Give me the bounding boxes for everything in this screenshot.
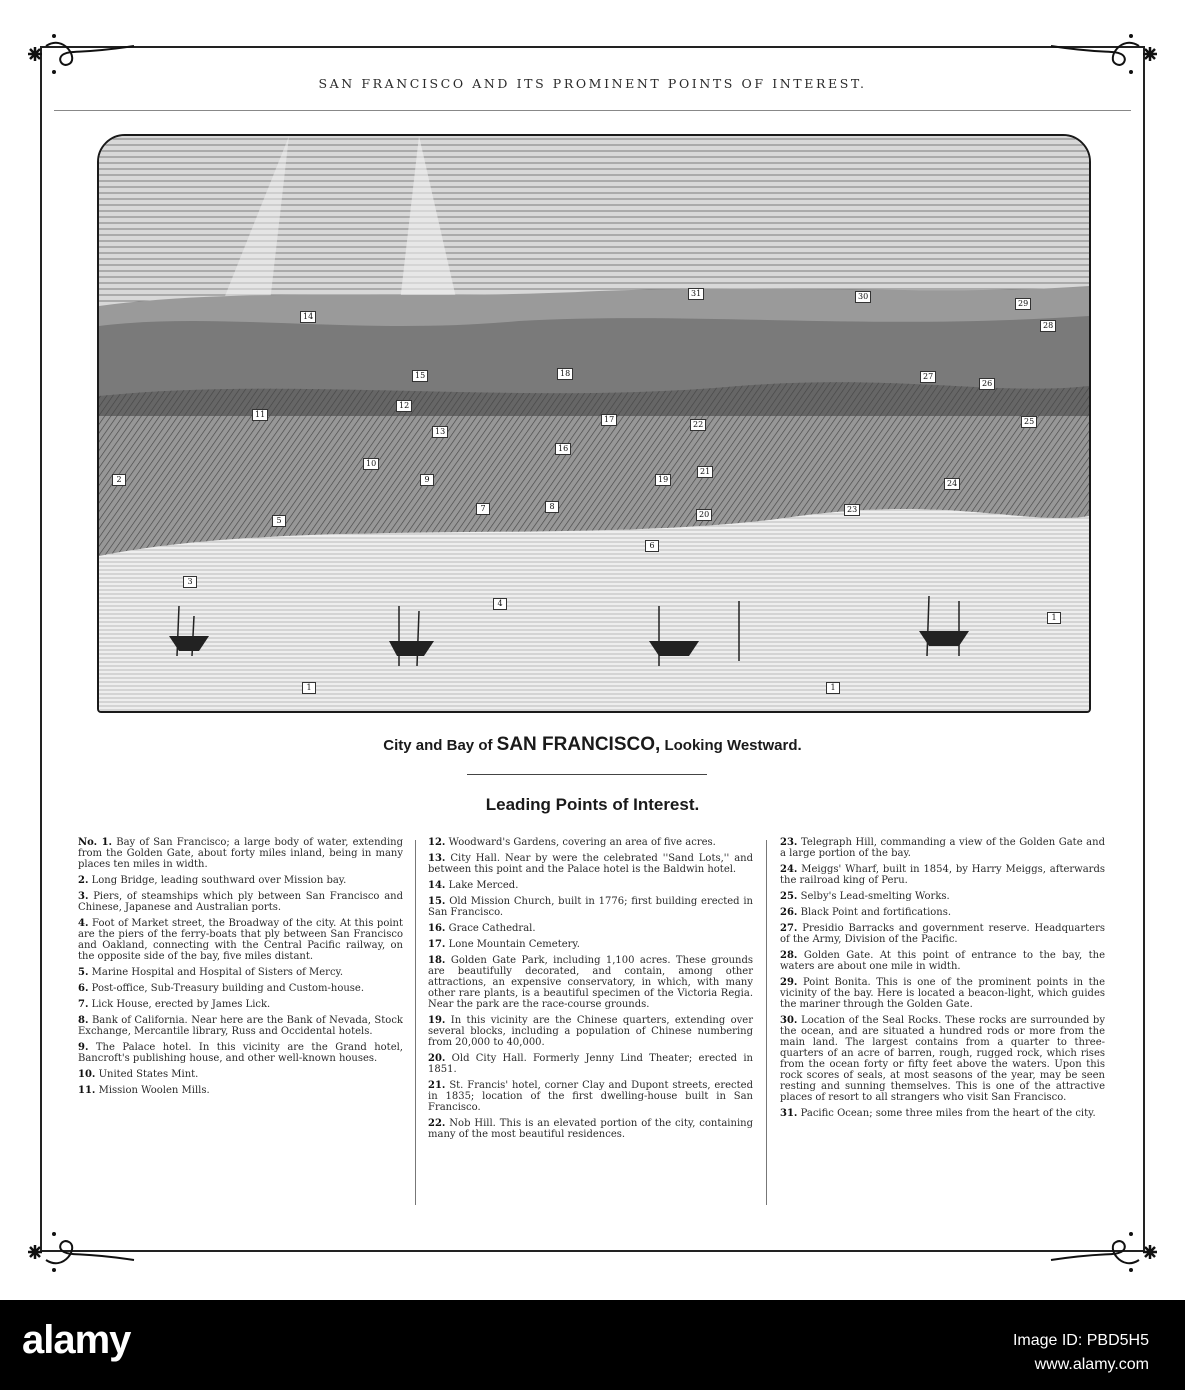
bird-eye-engraving [97,134,1091,713]
stock-url: www.alamy.com [1034,1356,1149,1373]
legend-entry-number: 9. [78,1042,89,1053]
marker-16: 16 [555,443,571,455]
marker-20: 20 [696,509,712,521]
page-header-title: SAN FRANCISCO AND ITS PROMINENT POINTS OF INTEREST. [318,76,867,91]
legend-entry-number: 21. [428,1080,446,1091]
marker-6: 6 [645,540,659,552]
legend-entry-text: Nob Hill. This is an elevated portion of the city, containing many of the most beautiful residences. [428,1118,753,1140]
legend-entry [78,999,403,1010]
marker-27: 27 [920,371,936,383]
legend-entry [78,875,403,886]
legend-entry [428,1080,753,1113]
legend-entry-text: St. Francis' hotel, corner Clay and Dupont streets, erected in 1835; location of the first dwelling-house built in San Francisco. [428,1080,753,1113]
corner-ornament-bottom-right [1041,1222,1161,1282]
legend-entry-number: 22. [428,1118,446,1129]
marker-1a: 1 [1047,612,1061,624]
legend-entry-number: 31. [780,1108,798,1119]
legend-entry [428,923,753,934]
legend-entry [78,1042,403,1064]
marker-25: 25 [1021,416,1037,428]
legend-entry [78,1085,403,1096]
legend-entry [780,864,1105,886]
legend-entry-text: United States Mint. [98,1069,199,1080]
legend-entry-text: The Palace hotel. In this vicinity are the Grand hotel, Bancroft's publishing house, and other well-known houses. [78,1042,403,1064]
legend-entry-number: 8. [78,1015,89,1026]
corner-ornament-bottom-left [24,1222,144,1282]
legend-entry [428,1118,753,1140]
legend-entry-text: Golden Gate Park, including 1,100 acres. These grounds are beautifully decorated, and contain, among other attractions, an expensive conservatory, in which, with many other rare plants, is a beautiful specimen of the Victoria Regia. Near the park are the race-course grounds. [428,955,754,1010]
legend-entry [428,1015,753,1048]
marker-8: 8 [545,501,559,513]
legend-entry-number: 10. [78,1069,96,1080]
section-heading: Leading Points of Interest. [485,795,700,814]
legend-entry-text: Selby's Lead-smelting Works. [800,891,950,902]
marker-18: 18 [557,368,573,380]
column-divider-1 [415,840,416,1205]
marker-19: 19 [655,474,671,486]
legend-entry-text: Black Point and fortifications. [800,907,952,918]
legend-entry [780,977,1105,1010]
corner-ornament-top-right [1041,24,1161,84]
watermark-bar [0,1300,1185,1390]
legend-column-3 [780,837,1105,1124]
illustration-caption [0,734,1185,756]
legend-entry [780,1108,1105,1119]
marker-24: 24 [944,478,960,490]
legend-entry-number: 3. [78,891,89,902]
marker-30: 30 [855,291,871,303]
legend-entry-number: 26. [780,907,798,918]
legend-entry-number: 25. [780,891,798,902]
legend-entry-text: Lick House, erected by James Lick. [91,999,271,1010]
legend-entry [780,837,1105,859]
legend-entry [428,896,753,918]
legend-entry-number: 2. [78,875,89,886]
legend-entry-number: 16. [428,923,446,934]
legend-entry-text: Golden Gate. At this point of entrance to the bay, the waters are about one mile in width. [780,950,1105,972]
marker-5: 5 [272,515,286,527]
marker-21: 21 [697,466,713,478]
legend-entry-text: Lone Mountain Cemetery. [448,939,580,950]
caption-suffix: Looking Westward. [664,737,802,754]
legend-entry-number: 11. [78,1085,96,1096]
legend-entry-text: Piers, of steamships which ply between San Francisco and Chinese, Japanese and Australian ports. [78,891,403,913]
legend-entry [780,907,1105,918]
legend-entry [780,1015,1105,1103]
legend-entry-number: 29. [780,977,798,988]
legend-entry [78,918,403,962]
marker-29: 29 [1015,298,1031,310]
caption-divider [467,774,707,775]
legend-entry-number: 19. [428,1015,446,1026]
engraving-artwork [99,136,1089,711]
marker-7: 7 [476,503,490,515]
caption-city: SAN FRANCISCO, [496,734,661,755]
marker-14: 14 [300,311,316,323]
marker-10: 10 [363,458,379,470]
legend-entry-number: 30. [780,1015,798,1026]
legend-entry [78,1069,403,1080]
legend-entry-text: City Hall. Near by were the celebrated ''Sand Lots,'' and between this point and the Palace hotel is the Baldwin hotel. [428,853,753,875]
legend-entry-number: No. 1. [78,837,113,848]
legend-entry-text: Grace Cathedral. [448,923,536,934]
frame-left-line [40,46,42,1252]
legend-entry [78,967,403,978]
legend-entry-number: 17. [428,939,446,950]
legend-entry-number: 13. [428,853,446,864]
legend-entry-number: 18. [428,955,446,966]
marker-15: 15 [412,370,428,382]
marker-1b: 1 [302,682,316,694]
legend-entry-text: Marine Hospital and Hospital of Sisters of Mercy. [91,967,344,978]
legend-entry-text: Pacific Ocean; some three miles from the heart of the city. [800,1108,1096,1119]
legend-entry-number: 28. [780,950,798,961]
legend-entry [428,853,753,875]
column-divider-2 [766,840,767,1205]
marker-22: 22 [690,419,706,431]
caption-prefix: City and Bay of [383,737,493,754]
legend-entry-number: 23. [780,837,798,848]
legend-entry-number: 27. [780,923,798,934]
marker-9: 9 [420,474,434,486]
legend-entry-text: Bank of California. Near here are the Bank of Nevada, Stock Exchange, Mercantile library, Russ and Occidental hotels. [78,1015,403,1037]
legend-entry [428,955,753,1010]
frame-top-line [40,46,1145,48]
legend-entry [428,837,753,848]
legend-entry [428,939,753,950]
legend-entry-text: Location of the Seal Rocks. These rocks are surrounded by the ocean, and are situated a hundred rods or more from the main land. The largest contains from a quarter to three-quarters of an acre of barren, rough, rugged rock, which rises from the ocean forty or fifty feet above the waters. Upon this rock scores of seals, at most seasons of the year, may be seen resting and sunning themselves. This is one of the attractive places of resort to all strangers who visit San Francisco. [780,1015,1105,1103]
frame-right-line [1143,46,1145,1252]
marker-26: 26 [979,378,995,390]
corner-ornament-top-left [24,24,144,84]
legend-entry-text: Lake Merced. [448,880,519,891]
legend-entry-number: 15. [428,896,446,907]
marker-12: 12 [396,400,412,412]
frame-bottom-line [40,1250,1145,1252]
legend-entry-text: Woodward's Gardens, covering an area of five acres. [448,837,716,848]
legend-entry [428,880,753,891]
marker-2: 2 [112,474,126,486]
legend-entry [780,923,1105,945]
legend-entry [78,1015,403,1037]
legend-entry-text: Point Bonita. This is one of the prominent points in the vicinity of the bay. Here is located a beacon-light, which guides the mariner through the Golden Gate. [780,977,1105,1010]
legend-entry-text: Old Mission Church, built in 1776; first building erected in San Francisco. [428,896,753,918]
marker-4: 4 [493,598,507,610]
legend-entry [78,837,403,870]
legend-entry-text: Presidio Barracks and government reserve. Headquarters of the Army, Division of the Pacific. [780,923,1105,945]
legend-column-1 [78,837,403,1101]
marker-17: 17 [601,414,617,426]
legend-entry-number: 5. [78,967,89,978]
stock-logo: alamy [22,1318,131,1362]
marker-11: 11 [252,409,268,421]
legend-entry [780,950,1105,972]
legend-entry [780,891,1105,902]
marker-28: 28 [1040,320,1056,332]
legend-entry-number: 7. [78,999,89,1010]
header-divider [54,110,1131,111]
marker-3: 3 [183,576,197,588]
legend-entry-text: Bay of San Francisco; a large body of water, extending from the Golden Gate, about forty miles inland, being in many places ten miles in width. [78,837,403,870]
legend-entry-number: 24. [780,864,798,875]
marker-31: 31 [688,288,704,300]
legend-entry-number: 12. [428,837,446,848]
legend-entry-number: 14. [428,880,446,891]
legend-entry [428,1053,753,1075]
legend-entry-text: Post-office, Sub-Treasury building and Custom-house. [91,983,365,994]
legend-entry-text: Foot of Market street, the Broadway of the city. At this point are the piers of the ferry-boats that ply between San Francisco and Oakland, connecting with the Central Pacific railway, on the opposite side of the bay, five miles distant. [78,918,403,962]
legend-entry-text: Long Bridge, leading southward over Mission bay. [91,875,347,886]
legend-entry-text: Mission Woolen Mills. [98,1085,210,1096]
legend-entry-text: Meiggs' Wharf, built in 1854, by Harry Meiggs, afterwards the railroad king of Peru. [780,864,1105,886]
legend-entry-number: 6. [78,983,89,994]
legend-entry-text: Telegraph Hill, commanding a view of the Golden Gate and a large portion of the bay. [780,837,1105,859]
legend-column-2 [428,837,753,1145]
legend-entry-number: 20. [428,1053,446,1064]
marker-13: 13 [432,426,448,438]
marker-1c: 1 [826,682,840,694]
legend-entry [78,983,403,994]
legend-entry-number: 4. [78,918,89,929]
legend-entry-text: Old City Hall. Formerly Jenny Lind Theater; erected in 1851. [428,1053,753,1075]
legend-entry-text: In this vicinity are the Chinese quarters, extending over several blocks, including a population of Chinese numbering from 20,000 to 40,000. [428,1015,753,1048]
legend-entry [78,891,403,913]
stock-image-id: Image ID: PBD5H5 [1012,1332,1149,1349]
marker-23: 23 [844,504,860,516]
